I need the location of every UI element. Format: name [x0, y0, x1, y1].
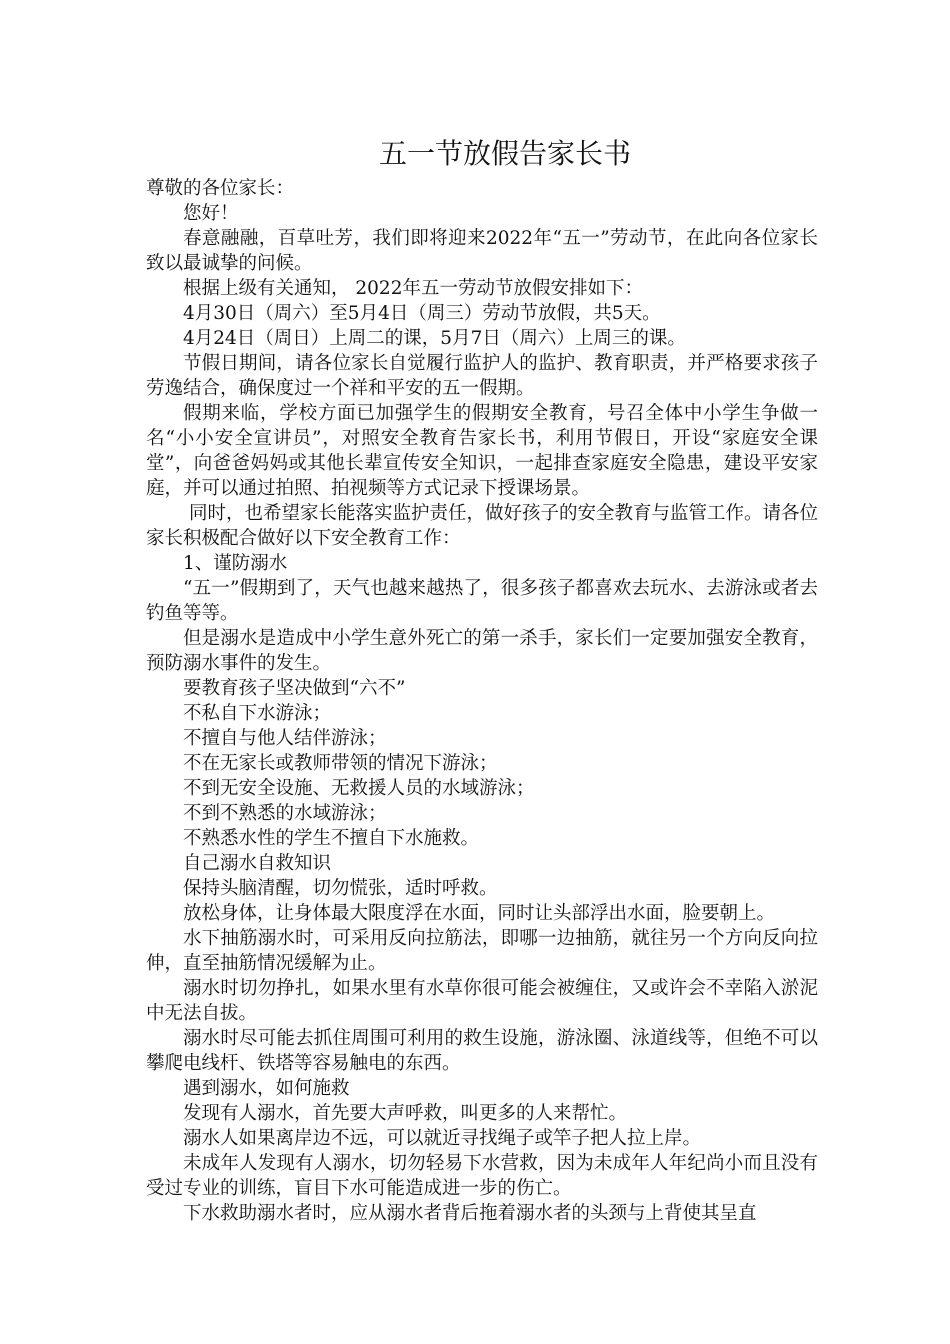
paragraph: 遇到溺水，如何施救: [183, 1078, 350, 1099]
paragraph: 不私自下水游泳；: [183, 703, 332, 724]
paragraph: 节假日期间，请各位家长自觉履行监护人的监护、教育职责，并严格要求孩子劳逸结合，确保度过一个祥和平安的五一假期。: [146, 353, 818, 399]
paragraph: 不擅自与他人结伴游泳；: [183, 728, 387, 749]
paragraph: 发现有人溺水，首先要大声呼救，叫更多的人来帮忙。: [183, 1103, 628, 1124]
paragraph: 假期来临，学校方面已加强学生的假期安全教育，号召全体中小学生争做一名“小小安全宣讲员”，对照安全教育告家长书，利用节假日，开设“家庭安全课堂”，向爸爸妈妈或其他长辈宣传安全知识，一起排查家庭安全隐患，建设平安家庭，并可以通过拍照、拍视频等方式记录下授课场景。: [146, 403, 818, 499]
paragraph: 根据上级有关通知， 2022年五一劳动节放假安排如下：: [183, 278, 643, 299]
paragraph: 溺水时尽可能去抓住周围可利用的救生设施，游泳圈、泳道线等，但绝不可以攀爬电线杆、铁塔等容易触电的东西。: [146, 1028, 818, 1074]
paragraph: 下水救助溺水者时，应从溺水者背后拖着溺水者的头颈与上背使其呈直: [183, 1203, 757, 1224]
paragraph: 不在无家长或教师带领的情况下游泳；: [183, 753, 498, 774]
paragraph: 尊敬的各位家长：: [146, 178, 295, 199]
paragraph: “五一”假期到了，天气也越来越热了，很多孩子都喜欢去玩水、去游泳或者去钓鱼等等。: [146, 578, 818, 624]
paragraph: 保持头脑清醒，切勿慌张，适时呼救。: [183, 878, 498, 899]
paragraph: 溺水人如果离岸边不远，可以就近寻找绳子或竿子把人拉上岸。: [183, 1128, 702, 1149]
paragraph: 不到无安全设施、无救援人员的水域游泳；: [183, 778, 535, 799]
paragraph: 水下抽筋溺水时，可采用反向拉筋法，即哪一边抽筋，就往另一个方向反向拉伸，直至抽筋情况缓解为止。: [146, 928, 818, 974]
paragraph: 同时，也希望家长能落实监护责任，做好孩子的安全教育与监管工作。请各位家长积极配合做好以下安全教育工作：: [146, 503, 819, 549]
paragraph: 溺水时切勿挣扎，如果水里有水草你很可能会被缠住，又或许会不幸陷入淤泥中无法自拔。: [146, 978, 818, 1024]
paragraph: 4月30日（周六）至5月4日（周三）劳动节放假，共5天。: [183, 303, 661, 324]
document-title: 五一节放假告家长书: [378, 137, 631, 170]
paragraph: 但是溺水是造成中小学生意外死亡的第一杀手，家长们一定要加强安全教育，预防溺水事件的发生。: [146, 628, 818, 674]
paragraph: 不到不熟悉的水域游泳；: [183, 803, 387, 824]
paragraph: 要教育孩子坚决做到“六不”: [183, 678, 406, 699]
paragraph: 放松身体，让身体最大限度浮在水面，同时让头部浮出水面，脸要朝上。: [183, 903, 776, 924]
paragraph: 春意融融，百草吐芳，我们即将迎来2022年“五一”劳动节，在此向各位家长致以最诚挚的问候。: [146, 228, 818, 274]
paragraph: 自己溺水自救知识: [183, 853, 332, 874]
paragraph: 未成年人发现有人溺水，切勿轻易下水营救，因为未成年人年纪尚小而且没有受过专业的训练，盲目下水可能造成进一步的伤亡。: [146, 1153, 818, 1199]
paragraph: 您好！: [183, 203, 239, 224]
paragraph: 1、谨防溺水: [183, 553, 288, 574]
paragraph: 4月24日（周日）上周二的课，5月7日（周六）上周三的课。: [183, 328, 686, 349]
document-body: [146, 176, 818, 1226]
paragraph: 不熟悉水性的学生不擅自下水施救。: [183, 828, 480, 849]
